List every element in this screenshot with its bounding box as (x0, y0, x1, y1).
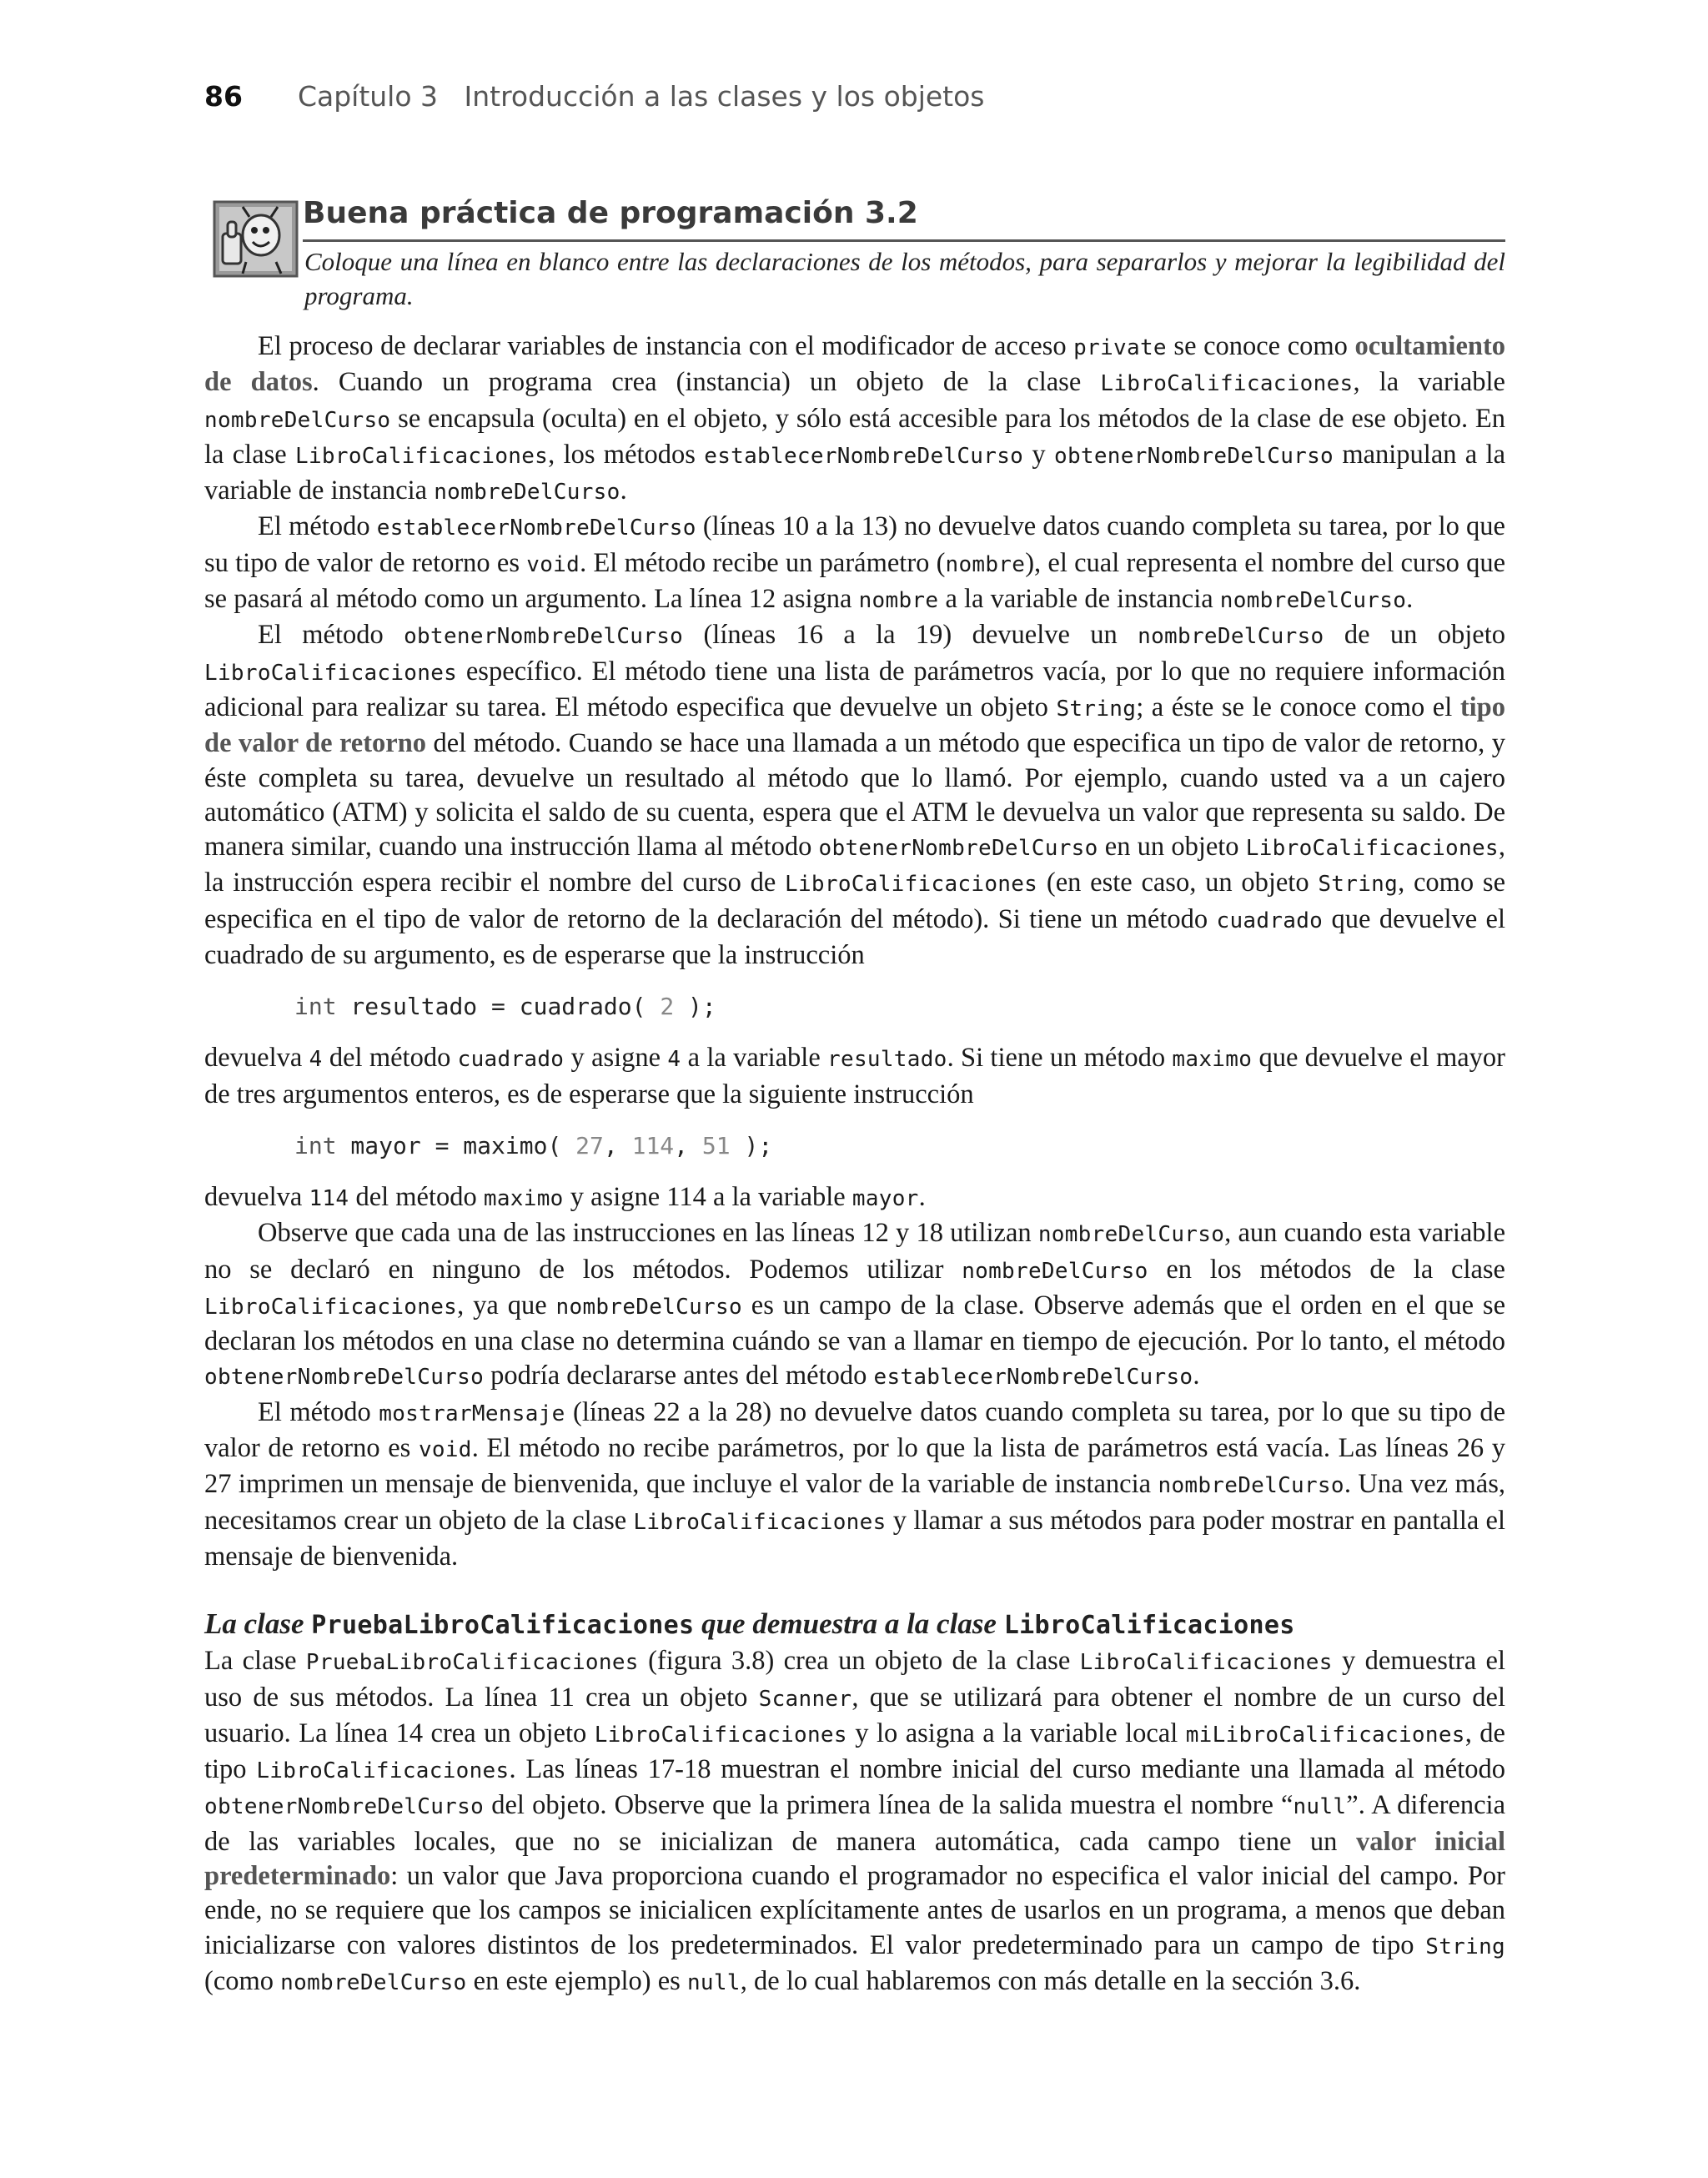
paragraph-7: El método mostrarMensaje (líneas 22 a la 28) no devuelve datos cuando completa su tarea, por lo que su tipo de valor de retorno es void. El método no recibe parámetros, por lo que la lista de parámetros está vacía. Las líneas 26 y 27 imprimen un mensaje de bienvenida, que incluye el valor de la variable de instancia nombreDelCurso. Una vez más, necesitamos crear un objeto de la clase LibroCalificaciones y llamar a sus métodos para poder mostrar en pantalla el mensaje de bienvenida. (204, 1396, 1505, 1572)
code-example-maximo: int mayor = maximo( 27, 114, 51 ); (294, 1131, 773, 1159)
key-term: tipo de valor de retorno (204, 692, 1506, 759)
paragraph-8: La clase PruebaLibroCalificaciones (figura 3.8) crea un objeto de la clase LibroCalificaciones y demuestra el uso de sus métodos. La línea 11 crea un objeto Scanner, que se utilizará para obtener el nombre de un curso del usuario. La línea 14 crea un objeto LibroCalificaciones y lo asigna a la variable local miLibroCalificaciones, de tipo LibroCalificaciones. Las líneas 17-18 muestran el nombre inicial del curso mediante una llamada al método obtenerNombreDelCurso del objeto. Observe que la primera línea de la salida muestra el nombre “null”. A diferencia de las variables locales, que no se inicializan de manera automática, cada campo tiene un valor inicial predeterminado: un valor que Java proporciona cuando el programador no especifica el valor inicial del campo. Por ende, no se requiere que los campos se inicialicen explícitamente antes de usarlos en un programa, a menos que deban inicializarse con valores distintos de los predeterminados. El valor predeterminado para un campo de tipo String (como nombreDelCurso en este ejemplo) es null, de lo cual hablaremos con más detalle en la sección 3.6. (204, 1646, 1506, 1996)
section-heading: La clase PruebaLibroCalificaciones que demuestra a la clase LibroCalificaciones (204, 1607, 1295, 1641)
paragraph-2: El método establecerNombreDelCurso (líneas 10 a la 13) no devuelve datos cuando completa su tarea, por lo que su tipo de valor de retorno es void. El método recibe un parámetro (nombre), el cual representa el nombre del curso que se pasará al método como un argumento. La línea 12 asigna nombre a la variable de instancia nombreDelCurso. (204, 511, 1506, 615)
paragraph-1: El proceso de declarar variables de instancia con el modificador de acceso private se conoce como ocultamiento de datos. Cuando un programa crea (instancia) un objeto de la clase LibroCalificaciones, la variable nombreDelCurso se encapsula (oculta) en el objeto, y sólo está accesible para los métodos de la clase de ese objeto. En la clase LibroCalificaciones, los métodos establecerNombreDelCurso y obtenerNombreDelCurso manipulan a la variable de instancia nombreDelCurso. (204, 331, 1506, 506)
good-practice-tip (213, 196, 1505, 309)
key-term: valor inicial predeterminado (204, 1826, 1505, 1891)
paragraph-6: Observe que cada una de las instrucciones en las líneas 12 y 18 utilizan nombreDelCurso, aun cuando esta variable no se declaró en ninguno de los métodos. Podemos utilizar nombreDelCurso en los métodos de la clase LibroCalificaciones, ya que nombreDelCurso es un campo de la clase. Observe además que el orden en el que se declaran los métodos en una clase no determina cuándo se van a llamar en tiempo de ejecución. Por lo tanto, el método obtenerNombreDelCurso podría declararse antes del método establecerNombreDelCurso. (204, 1218, 1505, 1391)
paragraph-4: devuelva 4 del método cuadrado y asigne 4 a la variable resultado. Si tiene un método maximo que devuelve el mayor de tres argumentos enteros, es de esperarse que la siguiente instrucción (204, 1043, 1505, 1109)
bug-thumbs-up-icon (213, 200, 299, 278)
tip-divider (303, 239, 1505, 242)
page-number: 86 (204, 80, 243, 113)
tip-text: Coloque una línea en blanco entre las declaraciones de los métodos, para separarlos y mejorar la legibilidad del programa. (304, 247, 1505, 310)
running-header (204, 80, 985, 113)
tip-title: Buena práctica de programación 3.2 (303, 196, 918, 230)
paragraph-5: devuelva 114 del método maximo y asigne 114 a la variable mayor. (204, 1181, 926, 1212)
code-example-cuadrado: int resultado = cuadrado( 2 ); (294, 993, 716, 1021)
paragraph-3: El método obtenerNombreDelCurso (líneas 16 a la 19) devuelve un nombreDelCurso de un objeto LibroCalificaciones específico. El método tiene una lista de parámetros vacía, por lo que no requiere información adicional para realizar su tarea. El método especifica que devuelve un objeto String; a éste se le conoce como el tipo de valor de retorno del método. Cuando se hace una llamada a un método que especifica un tipo de valor de retorno, y éste completa su tarea, devuelve un resultado al método que lo llamó. Por ejemplo, cuando usted va a un cajero automático (ATM) y solicita el saldo de su cuenta, espera que el ATM le devuelva un valor que representa su saldo. De manera similar, cuando una instrucción llama al método obtenerNombreDelCurso en un objeto LibroCalificaciones, la instrucción espera recibir el nombre del curso de LibroCalificaciones (en este caso, un objeto String, como se especifica en el tipo de valor de retorno de la declaración del método). Si tiene un método cuadrado que devuelve el cuadrado de su argumento, es de esperarse que la instrucción (204, 620, 1506, 971)
main-text (204, 329, 1505, 2000)
key-term: ocultamiento de datos (204, 331, 1506, 398)
chapter-title: Capítulo 3 Introducción a las clases y los objetos (297, 80, 985, 113)
